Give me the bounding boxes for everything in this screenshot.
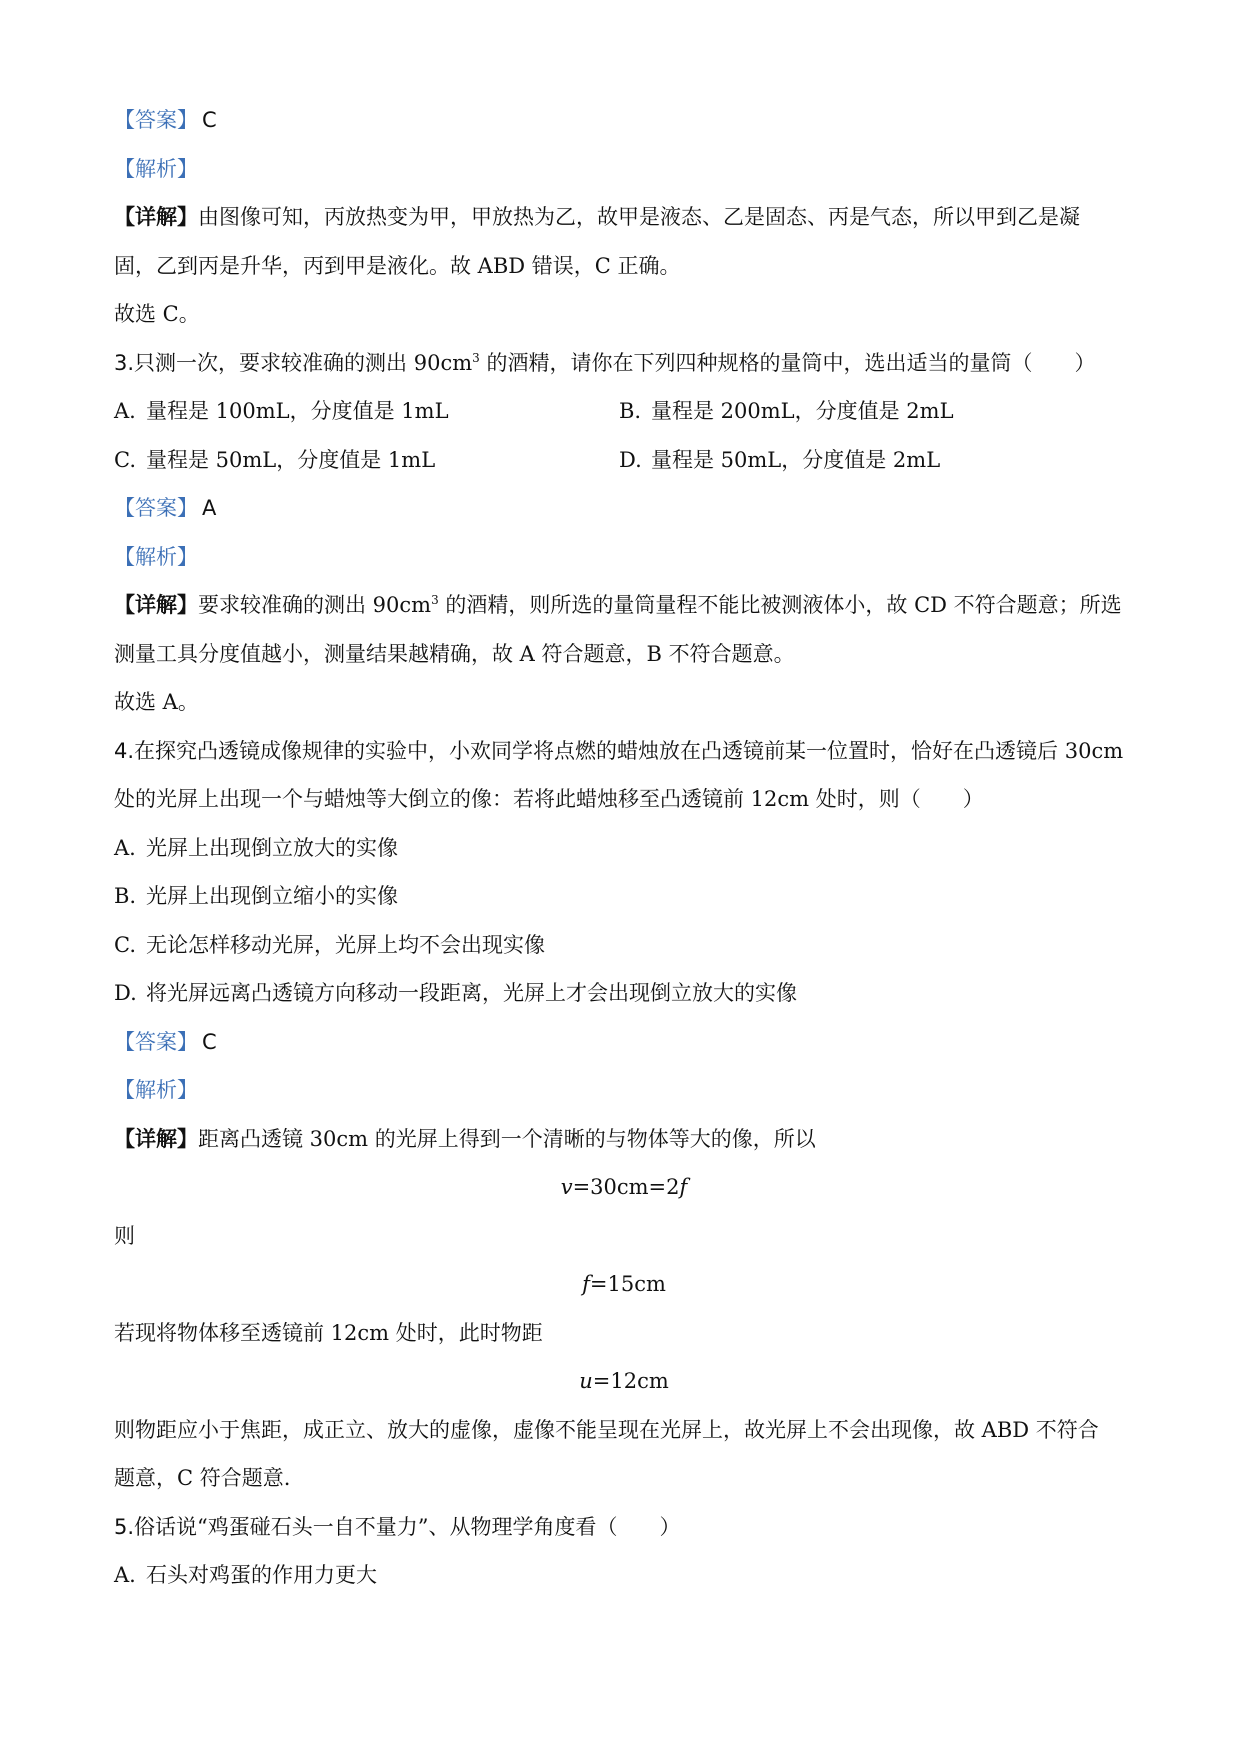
document-page bbox=[114, 96, 1134, 1600]
answer-tag: 【答案】 bbox=[114, 1029, 198, 1054]
answer-value: A bbox=[202, 496, 217, 520]
detail-text-line: 则物距应小于焦距，成正立、放大的虚像，虚像不能呈现在光屏上，故光屏上不会出现像，故 ABD 不符合 bbox=[114, 1417, 1099, 1442]
question-stem bbox=[114, 339, 1134, 388]
option-d: D. 量程是 50mL，分度值是 2mL bbox=[619, 447, 941, 472]
options-row bbox=[114, 387, 1134, 436]
option-b: B. 光屏上出现倒立缩小的实像 bbox=[114, 884, 398, 908]
detail-tag: 【详解】 bbox=[114, 592, 198, 617]
analysis-line bbox=[114, 145, 1134, 194]
detail-text-line: 题意，C 符合题意. bbox=[114, 1466, 291, 1490]
question-text: 在探究凸透镜成像规律的实验中，小欢同学将点燃的蜡烛放在凸透镜前某一位置时，恰好在凸透镜后 30cm bbox=[134, 738, 1124, 763]
question-stem bbox=[114, 1503, 1134, 1552]
options-row bbox=[114, 436, 1134, 485]
question-text: 俗话说“鸡蛋碰石头一自不量力”、从物理学角度看（ ） bbox=[134, 1514, 681, 1539]
analysis-line bbox=[114, 533, 1134, 582]
question-number: 5. bbox=[114, 1514, 135, 1539]
option-a: A. 石头对鸡蛋的作用力更大 bbox=[114, 1563, 377, 1587]
question-number: 3. bbox=[114, 350, 135, 375]
detail-tag: 【详解】 bbox=[114, 204, 198, 229]
conclusion-line: 故选 C。 bbox=[114, 302, 200, 326]
detail-line bbox=[114, 193, 1134, 242]
question-text-line: 处的光屏上出现一个与蜡烛等大倒立的像：若将此蜡烛移至凸透镜前 12cm 处时，则（ ） bbox=[114, 787, 984, 811]
question-text: 只测一次，要求较准确的测出 90cm bbox=[134, 350, 473, 375]
answer-line bbox=[114, 484, 1134, 533]
answer-line bbox=[114, 1018, 1134, 1067]
option-b: B. 量程是 200mL，分度值是 2mL bbox=[619, 399, 954, 423]
superscript: 3 bbox=[472, 350, 480, 365]
option-c: C. 量程是 50mL，分度值是 1mL bbox=[114, 447, 436, 472]
analysis-tag: 【解析】 bbox=[114, 1078, 198, 1102]
detail-text-line: 则 bbox=[114, 1223, 135, 1248]
equation: v=30cm=2f bbox=[560, 1175, 688, 1199]
equation: f=15cm bbox=[582, 1272, 666, 1296]
answer-tag: 【答案】 bbox=[114, 496, 198, 520]
analysis-line bbox=[114, 1066, 1134, 1115]
equation: u=12cm bbox=[579, 1369, 669, 1393]
superscript: 3 bbox=[431, 593, 439, 607]
answer-value: C bbox=[202, 1029, 217, 1054]
option-c: C. 无论怎样移动光屏，光屏上均不会出现实像 bbox=[114, 932, 545, 957]
question-number: 4. bbox=[114, 738, 135, 763]
detail-tag: 【详解】 bbox=[114, 1125, 198, 1151]
question-text: 的酒精，请你在下列四种规格的量筒中，选出适当的量筒（ ） bbox=[479, 350, 1096, 375]
detail-line: 【详解】距离凸透镜 30cm 的光屏上得到一个清晰的与物体等大的像，所以 bbox=[114, 1125, 816, 1151]
detail-line: 【详解】要求较准确的测出 $90cm^3$ 的酒精，则所选的量筒量程不能比被测液体小，故 CD 不符合题意；所选 bbox=[114, 592, 1122, 617]
analysis-tag: 【解析】 bbox=[114, 544, 198, 569]
detail-text: 由图像可知，丙放热变为甲，甲放热为乙，故甲是液态、乙是固态、丙是气态，所以甲到乙是凝 bbox=[198, 205, 1080, 229]
detail-text-line: 测量工具分度值越小，测量结果越精确，故 A 符合题意，B 不符合题意。 bbox=[114, 641, 795, 666]
conclusion-line: 故选 A。 bbox=[114, 690, 199, 714]
detail-text-line: 固，乙到丙是升华，丙到甲是液化。故 ABD 错误，C 正确。 bbox=[114, 253, 681, 278]
answer-tag: 【答案】 bbox=[114, 108, 198, 132]
analysis-tag: 【解析】 bbox=[114, 156, 198, 181]
option-a: A. 量程是 100mL，分度值是 1mL bbox=[114, 399, 449, 423]
option-a: A. 光屏上出现倒立放大的实像 bbox=[114, 835, 398, 860]
detail-text-line: 若现将物体移至透镜前 12cm 处时，此时物距 bbox=[114, 1320, 543, 1345]
question-stem bbox=[114, 727, 1134, 776]
option-d: D. 将光屏远离凸透镜方向移动一段距离，光屏上才会出现倒立放大的实像 bbox=[114, 981, 797, 1005]
answer-line bbox=[114, 96, 1134, 145]
answer-value: C bbox=[202, 108, 217, 132]
